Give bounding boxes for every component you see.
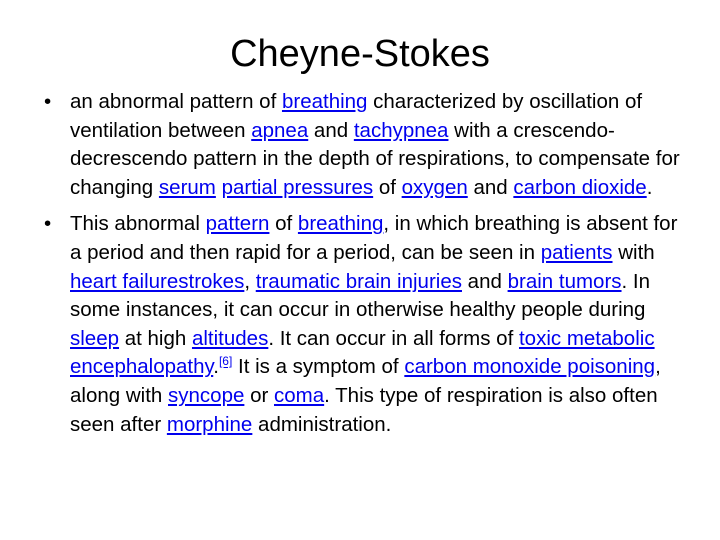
bullet-text: at high — [119, 326, 192, 350]
link-carbon-monoxide-poisoning[interactable]: carbon monoxide poisoning — [404, 355, 656, 379]
slide-title: Cheyne-Stokes — [230, 33, 490, 75]
link-traumatic-brain-injuries[interactable]: traumatic brain injuries — [255, 269, 462, 293]
bullet-text: . It can occur in all forms of — [268, 326, 519, 350]
link-oxygen[interactable]: oxygen — [401, 175, 468, 199]
bullet-text: with a crescendo-decrescendo pattern in the depth of respirations, to compensate for changing — [70, 118, 680, 199]
bullet-text: , in which breathing is absent for a period and then rapid for a period, can be seen in — [70, 212, 678, 264]
bullet-text: characterized by oscillation of ventilation between — [70, 90, 643, 142]
link-serum[interactable]: serum — [158, 175, 216, 199]
bullet-text: , along with — [70, 355, 661, 407]
bullet-list — [44, 88, 684, 447]
link-breathing[interactable]: breathing — [297, 212, 384, 236]
bullet-text: . — [213, 355, 219, 379]
bullet-text: an abnormal pattern of — [70, 90, 282, 113]
reference-link[interactable]: [6] — [218, 354, 233, 369]
bullet-text: . This type of respiration is also often seen after — [70, 383, 658, 436]
bullet-text: and — [461, 269, 508, 293]
link-apnea[interactable]: apnea — [251, 118, 309, 142]
link-partial-pressures[interactable]: partial pressures — [221, 175, 374, 199]
link-tachypnea[interactable]: tachypnea — [353, 118, 449, 142]
bullet-text: It is a symptom of — [232, 355, 405, 379]
link-morphine[interactable]: morphine — [166, 412, 253, 436]
bullet-text: administration. — [252, 412, 392, 436]
bullet-text: This abnormal — [70, 212, 206, 236]
bullet-item — [44, 88, 684, 202]
bullet-text: of — [373, 175, 402, 199]
link-altitudes[interactable]: altitudes — [191, 326, 269, 350]
bullet-dot-icon: • — [44, 90, 52, 113]
bullet-text: . — [646, 175, 653, 199]
bullet-text: of — [269, 212, 298, 236]
link-breathing[interactable]: breathing — [281, 90, 368, 113]
link-patients[interactable]: patients — [540, 240, 613, 264]
link-coma[interactable]: coma — [274, 383, 325, 407]
link-toxic-metabolic-encephalopathy[interactable]: toxic metabolic encephalopathy — [70, 326, 655, 379]
bullet-text: or — [244, 383, 274, 407]
link-brain-tumors[interactable]: brain tumors — [507, 269, 622, 293]
bullet-text: with — [612, 240, 655, 264]
bullet-text: , — [244, 269, 256, 293]
bullet-dot-icon: • — [44, 212, 52, 236]
link-pattern[interactable]: pattern — [205, 212, 270, 236]
link-carbon-dioxide[interactable]: carbon dioxide — [513, 175, 647, 199]
bullet-text: and — [467, 175, 514, 199]
bullet-item — [44, 210, 684, 439]
link-sleep[interactable]: sleep — [70, 326, 120, 350]
bullet-text: and — [308, 118, 354, 142]
link-heart-failure-strokes[interactable]: heart failurestrokes — [70, 269, 245, 293]
link-syncope[interactable]: syncope — [168, 383, 245, 407]
bullet-text: . In some instances, it can occur in otherwise healthy people during — [70, 269, 651, 322]
